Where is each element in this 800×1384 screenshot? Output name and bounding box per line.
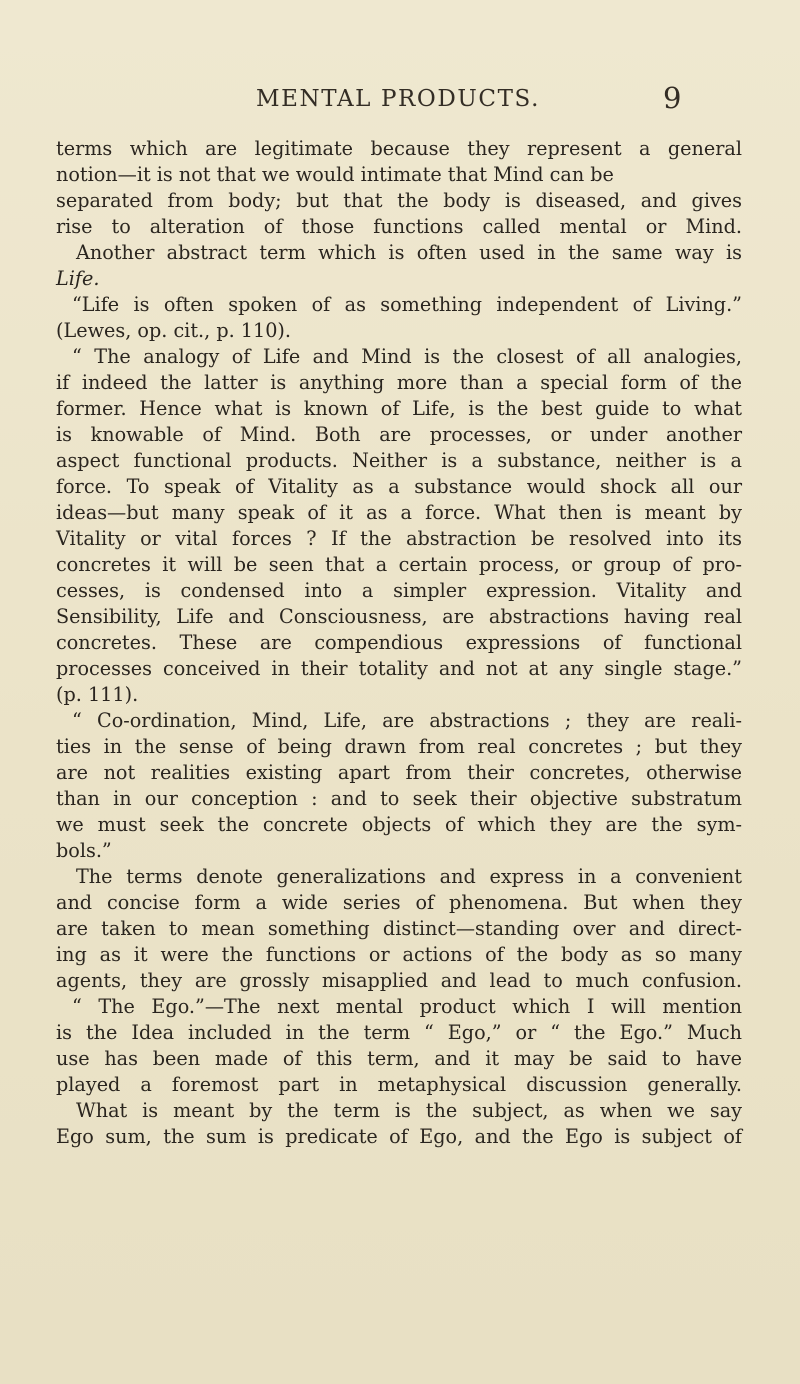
text-line: Life. [56, 267, 100, 290]
text-line: concretes. These are compendious expressions of functional [56, 631, 742, 654]
text-line: former. Hence what is known of Life, is the best guide to what [56, 397, 742, 420]
text-line: played a foremost part in metaphysical discussion generally. [56, 1073, 742, 1096]
text-line: Vitality or vital forces ? If the abstraction be resolved into its [56, 527, 742, 550]
text-line: ing as it were the functions or actions of the body as so many [56, 943, 742, 966]
text-line: is the Idea included in the term “ Ego,” or “ the Ego.” Much [56, 1021, 742, 1044]
text-line: separated from body; but that the body is diseased, and gives [56, 189, 742, 212]
text-line: ideas—but many speak of it as a force. What then is meant by [56, 501, 742, 524]
text-line: cesses, is condensed into a simpler expression. Vitality and [56, 579, 742, 602]
text-line: are not realities existing apart from their concretes, otherwise [56, 761, 742, 784]
text-line: terms which are legitimate because they represent a general [56, 137, 742, 160]
text-line: are taken to mean something distinct—standing over and direct- [56, 917, 742, 940]
text-line: Ego sum, the sum is predicate of Ego, and the Ego is subject of [56, 1125, 742, 1148]
text-line: (Lewes, op. cit., p. 110). [56, 319, 292, 342]
text-line: “ The analogy of Life and Mind is the closest of all analogies, [72, 345, 742, 368]
text-line: force. To speak of Vitality as a substance would shock all our [56, 475, 742, 498]
text-line: concretes it will be seen that a certain process, or group of pro- [56, 553, 742, 576]
text-line: aspect functional products. Neither is a substance, neither is a [56, 449, 742, 472]
text-line: processes conceived in their totality and not at any single stage.” [56, 657, 742, 680]
text-line: than in our conception : and to seek their objective substratum [56, 787, 742, 810]
text-line: agents, they are grossly misapplied and lead to much confusion. [56, 969, 742, 992]
text-line: ties in the sense of being drawn from real concretes ; but they [56, 735, 742, 758]
text-line: bols.” [56, 839, 112, 862]
text-line: Sensibility, Life and Consciousness, are abstractions having real [56, 605, 742, 628]
text-line: “ The Ego.”—The next mental product which I will mention [72, 995, 742, 1018]
text-line: we must seek the concrete objects of which they are the sym- [56, 813, 742, 836]
text-line: “Life is often spoken of as something independent of Living.” [72, 293, 742, 316]
text-line: (p. 111). [56, 683, 139, 706]
text-line: “ Co-ordination, Mind, Life, are abstractions ; they are reali- [72, 709, 742, 732]
text-line: The terms denote generalizations and express in a convenient [76, 865, 742, 888]
text-line: What is meant by the term is the subject, as when we say [76, 1099, 742, 1122]
page-header [0, 81, 800, 122]
running-head: MENTAL PRODUCTS. [256, 86, 541, 112]
page-number: 9 [663, 81, 682, 115]
text-line: rise to alteration of those functions called mental or Mind. [56, 215, 742, 238]
text-line: notion—it is not that we would intimate that Mind can be [56, 163, 614, 186]
text-line: and concise form a wide series of phenomena. But when they [56, 891, 742, 914]
text-line: is knowable of Mind. Both are processes, or under another [56, 423, 742, 446]
text-line: Another abstract term which is often used in the same way is [76, 241, 742, 264]
text-line: use has been made of this term, and it may be said to have [56, 1047, 742, 1070]
text-line: if indeed the latter is anything more than a special form of the [56, 371, 742, 394]
